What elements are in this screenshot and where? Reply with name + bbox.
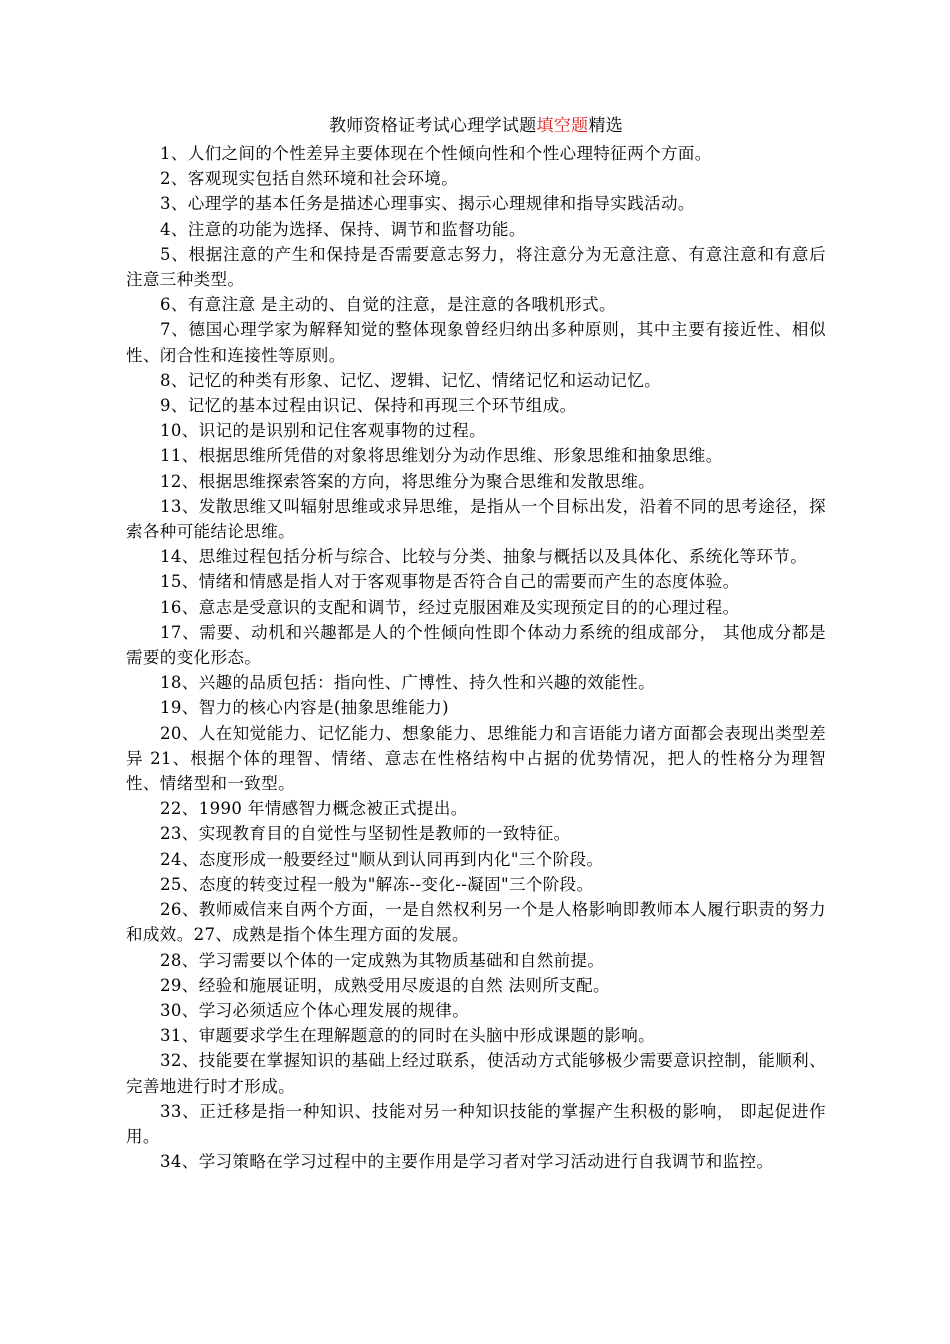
question-item: 26、教师威信来自两个方面，一是自然权利另一个是人格影响即教师本人履行职责的努力和成效。27、成熟是指个体生理方面的发展。 xyxy=(126,900,826,945)
question-item: 15、情绪和情感是指人对于客观事物是否符合自己的需要而产生的态度体验。 xyxy=(160,572,740,592)
question-item: 8、记忆的种类有形象、记忆、逻辑、记忆、情绪记忆和运动记忆。 xyxy=(160,370,661,390)
question-item: 9、记忆的基本过程由识记、保持和再现三个环节组成。 xyxy=(160,396,577,416)
question-item: 32、技能要在掌握知识的基础上经过联系，使活动方式能够极少需要意识控制，能顺利、完善地进行时才形成。 xyxy=(126,1051,826,1096)
question-item: 3、心理学的基本任务是描述心理事实、揭示心理规律和指导实践活动。 xyxy=(160,194,695,214)
question-item: 24、态度形成一般要经过"顺从到认同再到内化"三个阶段。 xyxy=(160,849,604,869)
question-item: 7、德国心理学家为解释知觉的整体现象曾经归纳出多种原则，其中主要有接近性、相似性、闭合性和连接性等原则。 xyxy=(126,320,826,365)
title-highlight: 填空题 xyxy=(536,116,589,136)
question-item: 31、审题要求学生在理解题意的的同时在头脑中形成课题的影响。 xyxy=(160,1026,655,1046)
question-item: 10、识记的是识别和记住客观事物的过程。 xyxy=(160,421,486,441)
document-page xyxy=(126,112,826,1174)
question-item: 20、人在知觉能力、记忆能力、想象能力、思维能力和言语能力诸方面都会表现出类型差异 21、根据个体的理智、情绪、意志在性格结构中占据的优势情况，把人的性格分为理智性、情绪型和一致型。 xyxy=(126,723,826,794)
question-item: 34、学习策略在学习过程中的主要作用是学习者对学习活动进行自我调节和监控。 xyxy=(160,1152,774,1172)
title-suffix: 精选 xyxy=(588,116,624,136)
question-item: 23、实现教育目的自觉性与坚韧性是教师的一致特征。 xyxy=(160,824,571,844)
question-item: 4、注意的功能为选择、保持、调节和监督功能。 xyxy=(160,219,526,239)
question-item: 2、客观现实包括自然环境和社会环境。 xyxy=(160,169,459,189)
question-item: 28、学习需要以个体的一定成熟为其物质基础和自然前提。 xyxy=(160,950,605,970)
question-item: 30、学习必须适应个体心理发展的规律。 xyxy=(160,1000,470,1020)
question-item: 17、需要、动机和兴趣都是人的个性倾向性即个体动力系统的组成部分， 其他成分都是需要的变化形态。 xyxy=(126,622,826,668)
question-item: 14、思维过程包括分析与综合、比较与分类、抽象与概括以及具体化、系统化等环节。 xyxy=(160,547,808,567)
question-item: 12、根据思维探索答案的方向，将思维分为聚合思维和发散思维。 xyxy=(160,471,655,491)
question-item: 6、有意注意 是主动的、自觉的注意，是注意的各哦机形式。 xyxy=(160,295,616,315)
question-item: 16、意志是受意识的支配和调节，经过克服困难及实现预定目的的心理过程。 xyxy=(160,597,740,617)
question-list xyxy=(126,141,826,1174)
document-title xyxy=(126,112,826,141)
question-item: 33、正迁移是指一种知识、技能对另一种知识技能的掌握产生积极的影响， 即起促进作用。 xyxy=(126,1101,826,1146)
question-item: 5、根据注意的产生和保持是否需要意志努力，将注意分为无意注意、有意注意和有意后注意三种类型。 xyxy=(126,244,826,290)
question-item: 25、态度的转变过程一般为"解冻--变化--凝固"三个阶段。 xyxy=(160,874,594,894)
question-item: 29、经验和施展证明，成熟受用尽废退的自然 法则所支配。 xyxy=(160,975,610,995)
title-prefix: 教师资格证考试心理学试题 xyxy=(328,116,537,136)
question-item: 18、兴趣的品质包括：指向性、广博性、持久性和兴趣的效能性。 xyxy=(160,673,655,693)
question-item: 13、发散思维又叫辐射思维或求异思维，是指从一个目标出发，沿着不同的思考途径，探索各种可能结论思维。 xyxy=(126,496,826,542)
question-item: 11、根据思维所凭借的对象将思维划分为动作思维、形象思维和抽象思维。 xyxy=(160,446,723,466)
question-item: 19、智力的核心内容是(抽象思维能力) xyxy=(160,698,449,718)
question-item: 22、1990 年情感智力概念被正式提出。 xyxy=(160,799,468,819)
question-item: 1、人们之间的个性差异主要体现在个性倾向性和个性心理特征两个方面。 xyxy=(160,144,712,163)
